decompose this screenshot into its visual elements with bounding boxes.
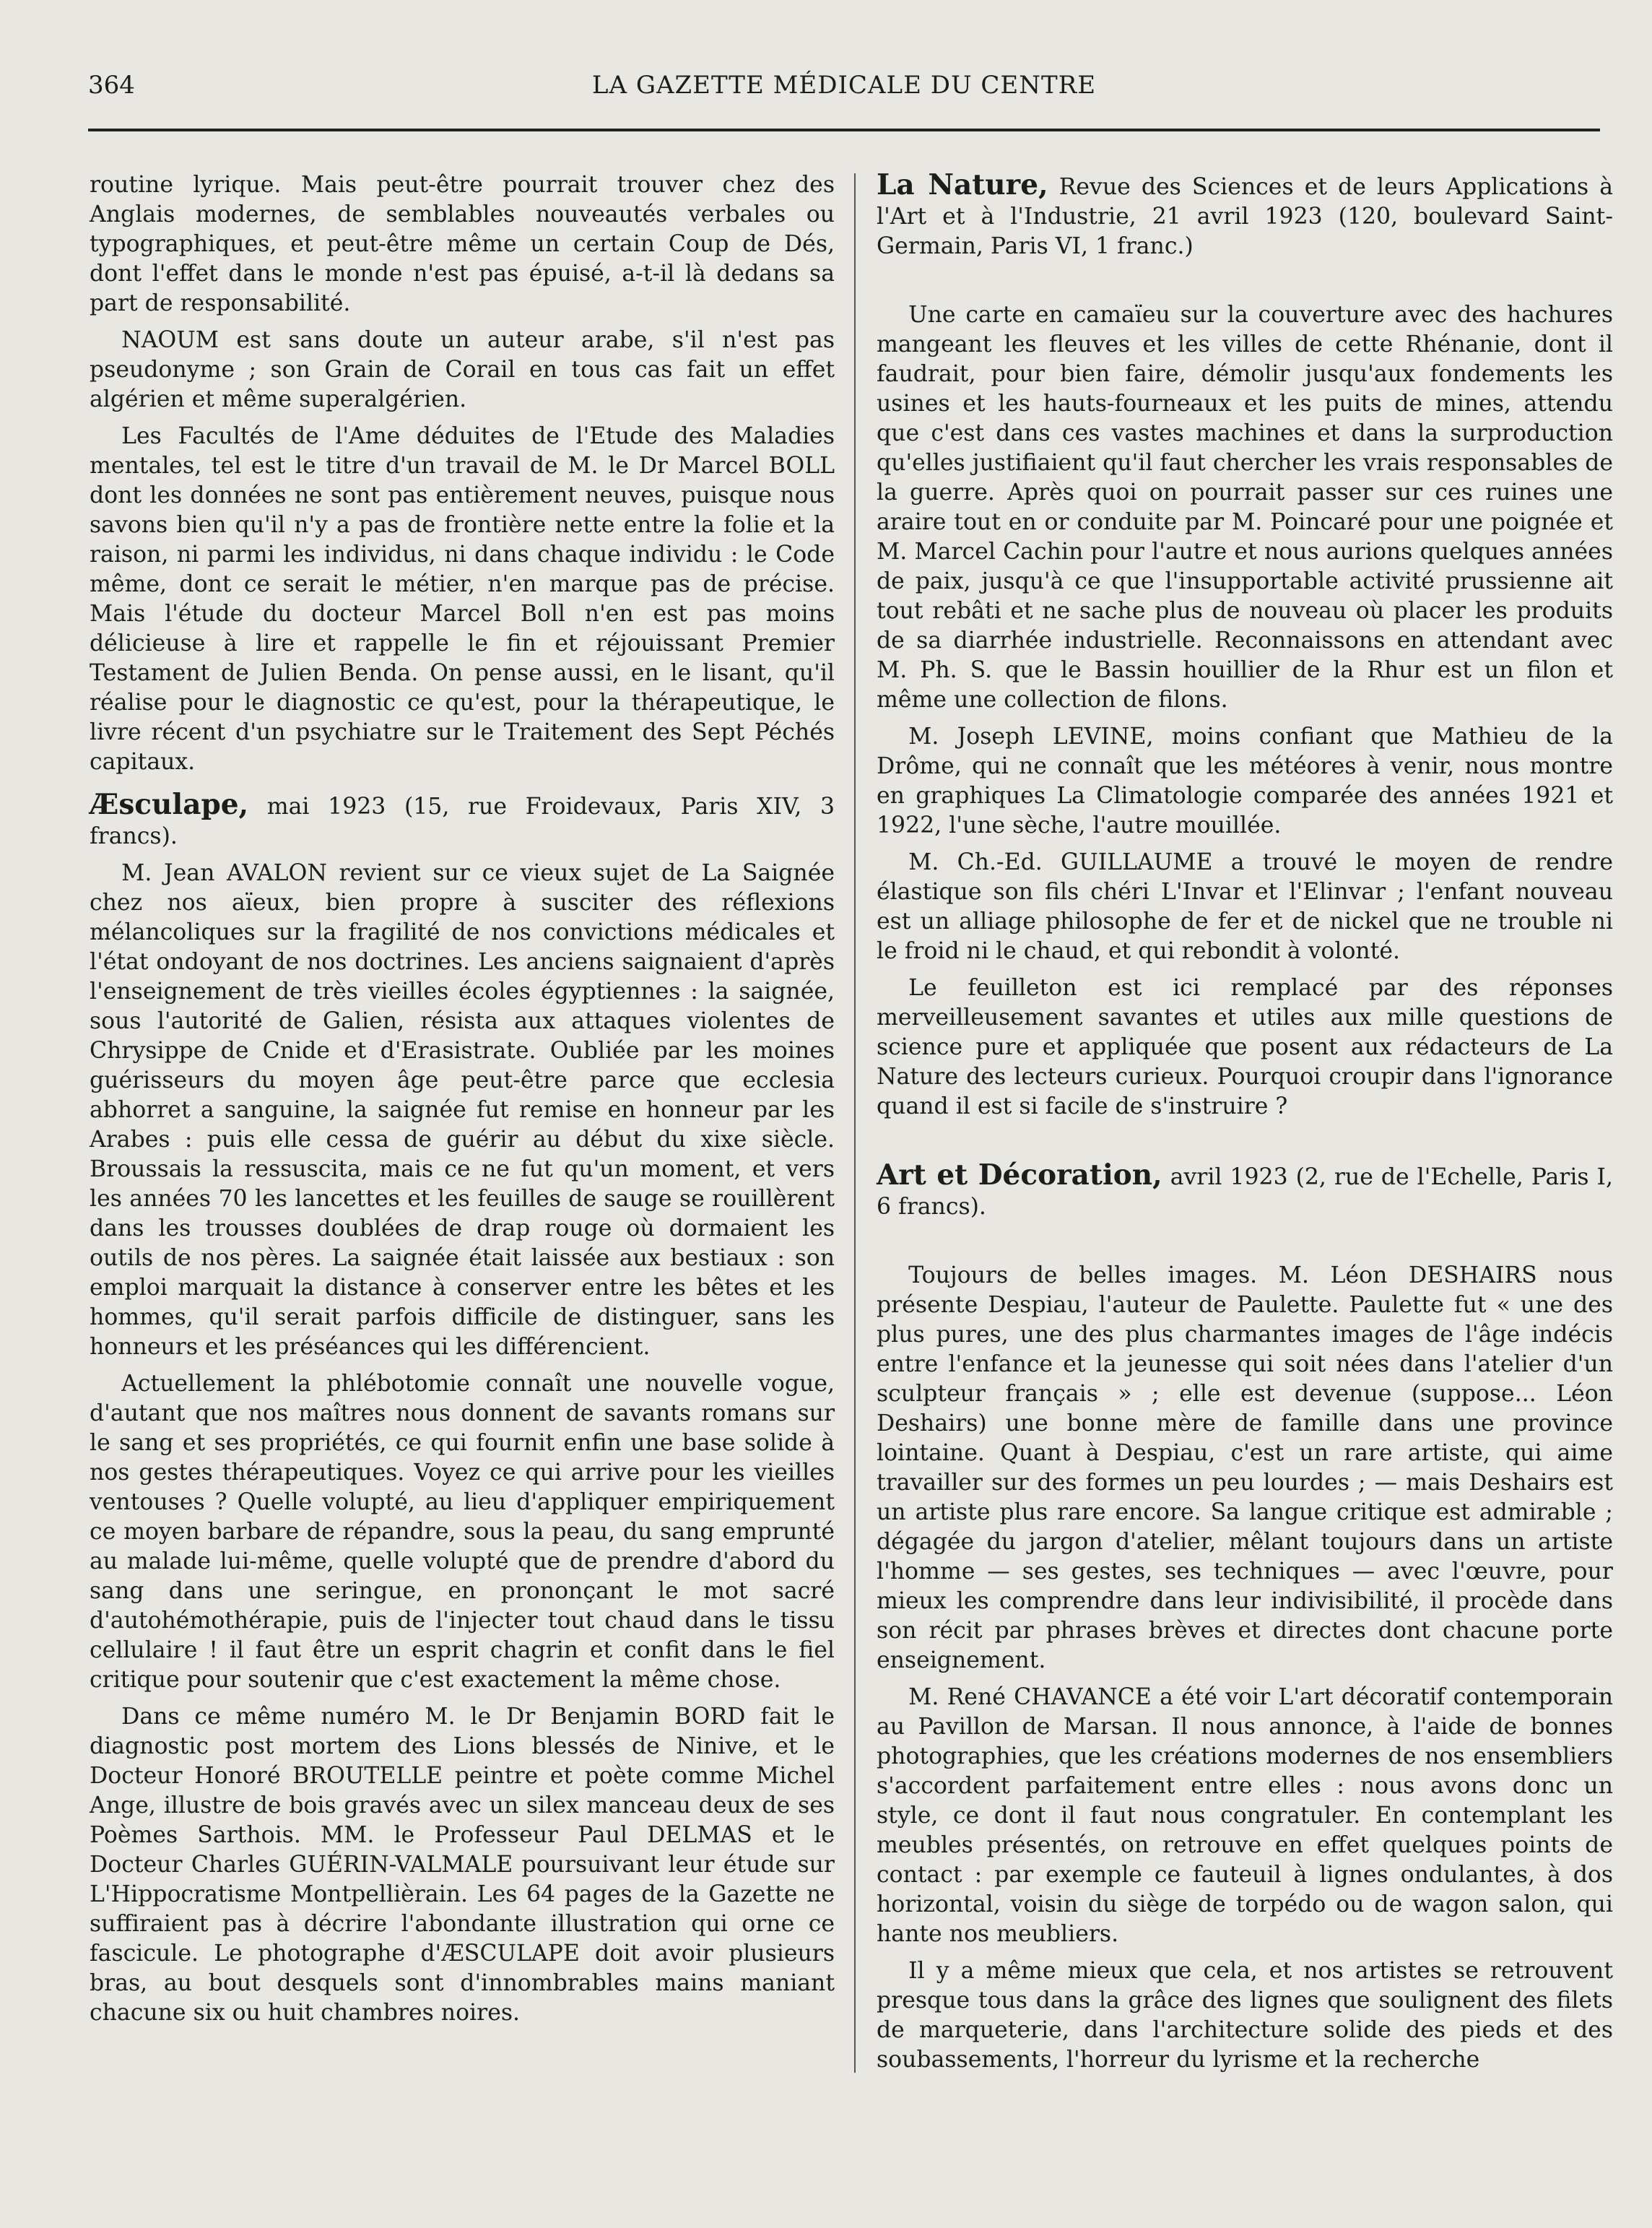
header-rule: [88, 129, 1600, 131]
right-paragraph-1: Une carte en camaïeu sur la couverture avec des hachures mangeant les fleuves et les villes de cette Rhénanie, dont il faudrait, pour bien faire, démolir jusqu'aux fondements les usines et les hauts-fourneaux et les puits de mines, attendu que c'est dans ces vastes machines et dans la surproduction qu'elles justifiaient qu'il faut chercher les vrais responsables de la guerre. Après quoi on pourrait passer sur ces ruines une araire tout en or conduite par M. Poincaré pour une poignée et M. Marcel Cachin pour l'autre et nous aurions quelques années de paix, jusqu'à ce que l'insupportable activité prussienne ait tout rebâti et ne sache plus de nouveau où placer les produits de sa diarrhée industrielle. Reconnaissons en attendant avec M. Ph. S. que le Bassin houillier de la Rhur est un filon et même une collection de filons.: [877, 302, 1613, 713]
art-decoration-heading: [877, 1158, 1613, 1222]
nature-title: La Nature,: [877, 168, 1048, 201]
art-decoration-title: Art et Décoration,: [877, 1158, 1162, 1192]
left-paragraph-1: routine lyrique. Mais peut-être pourrait trouver chez des Anglais modernes, de semblables nouveautés verbales ou typographiques, et peut-être même un certain Coup de Dés, dont l'effet dans le monde n'est pas épuisé, a-t-il là dedans sa part de responsabilité.: [90, 172, 835, 316]
running-title: LA GAZETTE MÉDICALE DU CENTRE: [591, 71, 1097, 100]
right-paragraph-3: M. Ch.-Ed. GUILLAUME a trouvé le moyen de rendre élastique son fils chéri L'Invar et l'Elinvar ; l'enfant nouveau est un alliage philosophe de fer et de nickel que ne trouble ni le froid ni le chaud, et qui rebondit à volonté.: [877, 849, 1613, 964]
right-paragraph-6: M. René CHAVANCE a été voir L'art décoratif contemporain au Pavillon de Marsan. Il nous annonce, à l'aide de bonnes photographies, que les créations modernes de nos ensembliers s'accordent parfaitement entre elles : nous avons donc un style, ce dont il faut nous congratuler. En contemplant les meubles présentés, on retrouve en effet quelques points de contact : par exemple ce fauteuil à lignes ondulantes, à dos horizontal, voisin du siège de torpédo ou de wagon salon, qui hante nos meubliers.: [877, 1684, 1613, 1947]
right-paragraph-7: Il y a même mieux que cela, et nos artistes se retrouvent presque tous dans la grâce des lignes que soulignent des filets de marqueterie, dans l'architecture solide des pieds et des soubassements, l'horreur du lyrisme et la recherche: [877, 1958, 1613, 2073]
right-paragraph-5: Toujours de belles images. M. Léon DESHAIRS nous présente Despiau, l'auteur de Paulette. Paulette fut « une des plus pures, une des plus charmantes images de l'âge indécis entre l'enfance et la jeunesse qui soit nées dans l'atelier d'un sculpteur français » ; elle est devenue (suppose... Léon Deshairs) une bonne mère de famille dans une province lointaine. Quant à Despiau, c'est un rare artiste, qui aime travailler sur des formes un peu lourdes ; — mais Deshairs est un artiste plus rare encore. Sa langue critique est admirable ; dégagée du jargon d'atelier, mêlant toujours dans un artiste l'homme — ses gestes, ses techniques — avec l'œuvre, pour mieux les comprendre dans leur indivisibilité, il procède dans son récit par phrases brèves et directes dont chacune porte enseignement.: [877, 1262, 1613, 1673]
left-paragraph-6: Dans ce même numéro M. le Dr Benjamin BORD fait le diagnostic post mortem des Lions blessés de Ninive, et le Docteur Honoré BROUTELLE peintre et poète comme Michel Ange, illustre de bois gravés avec un silex manceau deux de ses Poèmes Sarthois. MM. le Professeur Paul DELMAS et le Docteur Charles GUÉRIN-VALMALE poursuivant leur étude sur L'Hippocratisme Montpellièrain. Les 64 pages de la Gazette ne suffiraient pas à décrire l'abondante illustration qui orne ce fascicule. Le photographe d'ÆSCULAPE doit avoir plusieurs bras, au bout desquels sont d'innombrables mains maniant chacune six ou huit chambres noires.: [90, 1704, 835, 2026]
aesculape-heading: [90, 790, 835, 851]
nature-info: Revue des Sciences et de leurs Applications à l'Art et à l'Industrie, 21 avril 1923 (120, boulevard Saint-Germain, Paris VI, 1 franc.): [877, 174, 1614, 259]
left-column: [90, 170, 835, 2113]
left-paragraph-3: Les Facultés de l'Ame déduites de l'Etude des Maladies mentales, tel est le titre d'un travail de M. le Dr Marcel BOLL dont les données ne sont pas entièrement neuves, puisque nous savons bien qu'il n'y a pas de frontière nette entre la folie et la raison, ni parmi les individus, ni dans chaque individu : le Code même, dont ce serait le métier, n'en marque pas de précise. Mais l'étude du docteur Marcel Boll n'en est pas moins délicieuse à lire et rappelle le fin et réjouissant Premier Testament de Julien Benda. On pense aussi, en le lisant, qu'il réalise pour le diagnostic ce qu'est, pour la thérapeutique, le livre récent d'un psychiatre sur le Traitement des Sept Péchés capitaux.: [90, 423, 835, 775]
nature-heading: [877, 170, 1613, 261]
right-paragraph-4: Le feuilleton est ici remplacé par des réponses merveilleusement savantes et utiles aux mille questions de science pure et appliquée que posent aux rédacteurs de La Nature des lecteurs curieux. Pourquoi croupir dans l'ignorance quand il est si facile de s'instruire ?: [877, 975, 1613, 1119]
right-paragraph-2: M. Joseph LEVINE, moins confiant que Mathieu de la Drôme, qui ne connaît que les météores à venir, nous montre en graphiques La Climatologie comparée des années 1921 et 1922, l'une sèche, l'autre mouillée.: [877, 724, 1613, 838]
aesculape-info: mai 1923 (15, rue Froidevaux, Paris XIV, 3 francs).: [90, 794, 835, 849]
page-header: [88, 71, 1600, 104]
left-paragraph-4: M. Jean AVALON revient sur ce vieux sujet de La Saignée chez nos aïeux, bien propre à susciter des réflexions mélancoliques sur la fragilité de nos convictions médicales et l'état ondoyant de nos doctrines. Les anciens saignaient d'après l'enseignement de très vieilles écoles égyptiennes : la saignée, sous l'autorité de Galien, résista aux attaques violentes de Chrysippe de Cnide et d'Erasistrate. Oubliée par les moines guérisseurs du moyen âge peut-être parce que ecclesia abhorret a sanguine, la saignée fut remise en honneur par les Arabes : puis elle cessa de guérir au début du xixe siècle. Broussais la ressuscita, mais ce ne fut qu'un moment, et vers les années 70 les lancettes et les feuilles de sauge se rouillèrent dans les trousses doublées de drap rouge où dormaient les outils de nos pères. La saignée était laissée aux bestiaux : son emploi marquait la distance à conserver entre les bêtes et les hommes, qu'il serait parfois difficile de distinguer, sans les honneurs et les préséances qui les différencient.: [90, 860, 835, 1360]
left-paragraph-5: Actuellement la phlébotomie connaît une nouvelle vogue, d'autant que nos maîtres nous donnent de savants romans sur le sang et ses propriétés, ce qui fournit enfin une base solide à nos gestes thérapeutiques. Voyez ce qui arrive pour les vieilles ventouses ? Quelle volupté, au lieu d'appliquer empiriquement ce moyen barbare de répandre, sous la peau, du sang emprunté au malade lui-même, quelle volupté que de prendre d'abord du sang dans une seringue, en prononçant le mot sacré d'autohémothérapie, puis de l'injecter tout chaud dans le tissu cellulaire ! il faut être un esprit chagrin et confit dans le fiel critique pour soutenir que c'est exactement la même chose.: [90, 1371, 835, 1693]
art-decoration-info: avril 1923 (2, rue de l'Echelle, Paris I, 6 francs).: [877, 1164, 1613, 1220]
left-paragraph-2: NAOUM est sans doute un auteur arabe, s'il n'est pas pseudonyme ; son Grain de Corail en tous cas fait un effet algérien et même superalgérien.: [90, 327, 835, 412]
right-column: [877, 168, 1614, 2073]
aesculape-title: Æsculape,: [90, 788, 249, 821]
column-divider: [854, 173, 856, 2073]
page-number: 364: [88, 71, 135, 100]
